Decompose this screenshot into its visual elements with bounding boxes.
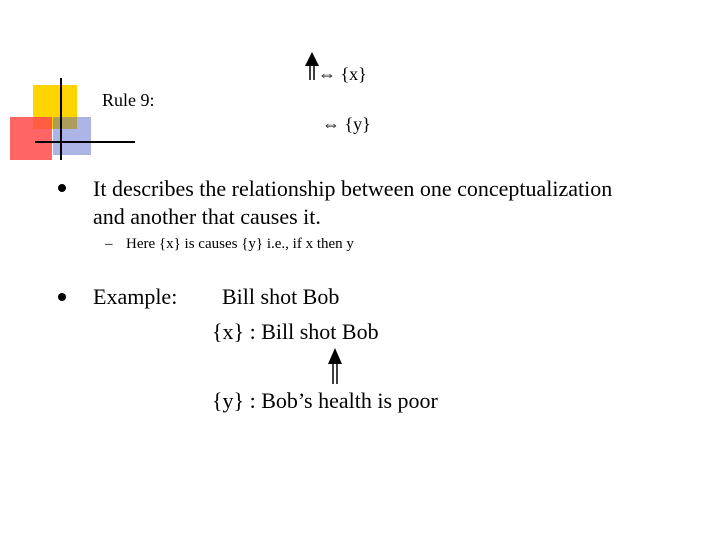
bullet-text-line2: and another that causes it. [93, 204, 321, 229]
bullet-text [93, 175, 693, 231]
example-arrow-up-icon [326, 348, 344, 384]
bullet-dot [58, 184, 66, 192]
example-label: Example: [93, 284, 178, 309]
set-x-label: ⇔ {x} [318, 64, 367, 84]
decor-red-square [10, 117, 52, 160]
slide-title: Rule 9: [102, 90, 155, 110]
example-sentence: Bill shot Bob [222, 284, 340, 309]
sub-bullet-text: Here {x} is causes {y} i.e., if x then y [126, 236, 354, 252]
decor-blue-square [53, 117, 91, 155]
decor-vertical-line [60, 78, 62, 160]
set-y-label: ⇔ {y} [322, 114, 371, 134]
bullet-dot [58, 293, 66, 301]
sub-bullet-dash: – [105, 236, 113, 252]
bullet-text-line1: It describes the relationship between one conceptualization [93, 176, 613, 201]
example-x-line: {x} : Bill shot Bob [212, 319, 379, 344]
decor-horizontal-line [35, 141, 135, 143]
example-y-line: {y} : Bob’s health is poor [212, 388, 438, 413]
